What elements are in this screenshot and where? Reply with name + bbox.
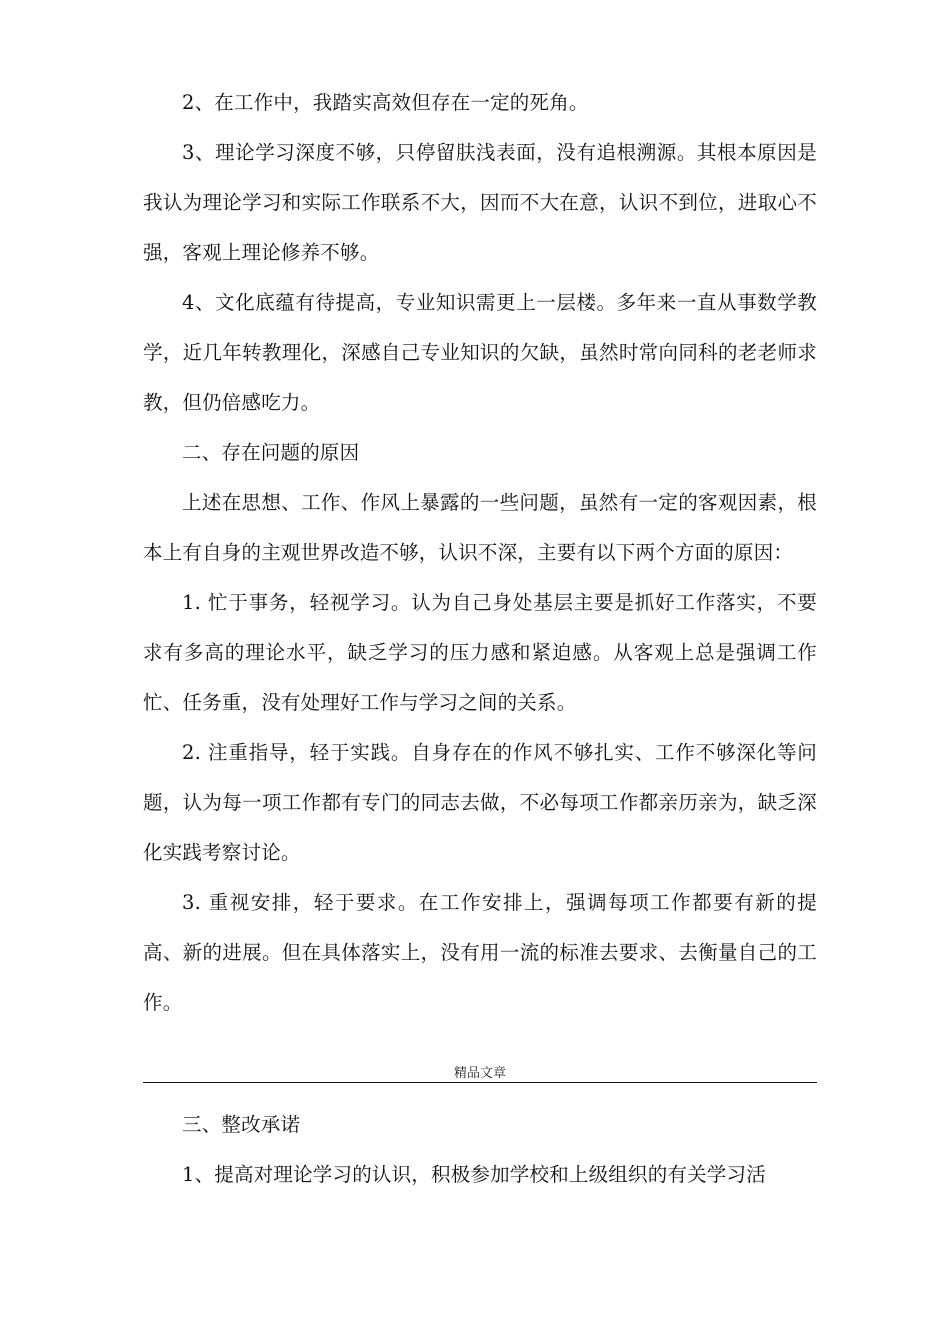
footer-divider — [143, 1082, 817, 1083]
next-page-body — [143, 1100, 817, 1200]
paragraph-item-3: 3、理论学习深度不够，只停留肤浅表面，没有追根溯源。其根本原因是我认为理论学习和实际工作联系不大，因而不大在意，认识不到位，进取心不强，客观上理论修养不够。 — [143, 141, 817, 264]
paragraph-cause-3: 3. 重视安排，轻于要求。在工作安排上，强调每项工作都要有新的提高、新的进展。但在具体落实上，没有用一流的标准去要求、去衡量自己的工作。 — [143, 891, 817, 1014]
page-footer — [143, 1066, 817, 1086]
paragraph-causes-intro: 上述在思想、工作、作风上暴露的一些问题，虽然有一定的客观因素，根本上有自身的主观世界改造不够，认识不深，主要有以下两个方面的原因： — [143, 491, 817, 564]
footer-label: 精品文章 — [453, 1066, 506, 1081]
section-heading-commitment: 三、整改承诺 — [182, 1113, 301, 1136]
paragraph-commitment-1: 1、提高对理论学习的认识，积极参加学校和上级组织的有关学习活 — [182, 1163, 766, 1186]
section-heading-causes: 二、存在问题的原因 — [182, 441, 360, 464]
paragraph-cause-2: 2. 注重指导，轻于实践。自身存在的作风不够扎实、工作不够深化等问题，认为每一项工作都有专门的同志去做，不必每项工作都亲历亲为，缺乏深化实践考察讨论。 — [143, 741, 817, 864]
document-body — [143, 78, 817, 1028]
paragraph-item-4: 4、文化底蕴有待提高，专业知识需更上一层楼。多年来一直从事数学教学，近几年转教理化，深感自己专业知识的欠缺，虽然时常向同科的老老师求教，但仍倍感吃力。 — [143, 291, 817, 414]
paragraph-item-2: 2、在工作中，我踏实高效但存在一定的死角。 — [182, 91, 589, 114]
paragraph-cause-1: 1. 忙于事务，轻视学习。认为自己身处基层主要是抓好工作落实，不要求有多高的理论水平，缺乏学习的压力感和紧迫感。从客观上总是强调工作忙、任务重，没有处理好工作与学习之间的关系。 — [143, 591, 817, 714]
